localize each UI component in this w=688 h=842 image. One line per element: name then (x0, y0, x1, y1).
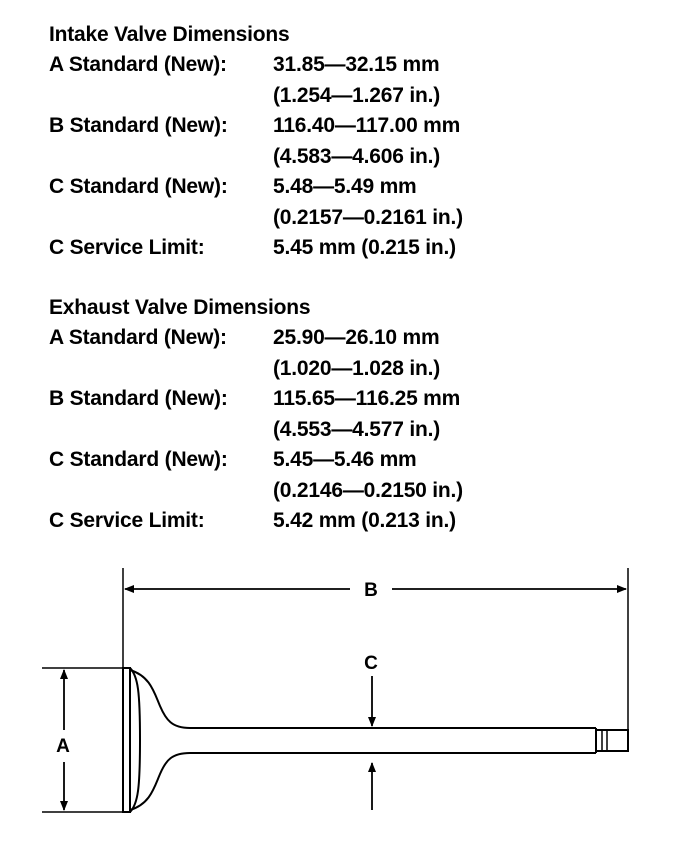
exhaust-valve-specs (49, 293, 649, 537)
spec-imperial-value: (4.553—4.577 in.) (273, 417, 441, 441)
valve-dimension-diagram (0, 560, 688, 842)
exhaust-c-standard-row (49, 445, 649, 506)
intake-c-service-limit-row (49, 233, 649, 264)
spec-label: A Standard (New): (49, 53, 227, 76)
spec-metric-value: 116.40—117.00 mm (273, 114, 461, 137)
spec-metric-value: 5.48—5.49 mm (273, 175, 417, 198)
exhaust-b-standard-row (49, 384, 649, 445)
dimension-label-c: C (364, 653, 378, 674)
dimension-label-a: A (56, 736, 70, 757)
intake-section-title: Intake Valve Dimensions (49, 23, 290, 46)
spec-metric-value: 5.42 mm (0.213 in.) (273, 509, 456, 532)
intake-a-standard-row (49, 50, 649, 111)
spec-values (273, 323, 440, 384)
dimension-label-b: B (364, 580, 378, 601)
spec-label: A Standard (New): (49, 326, 227, 349)
spec-metric-value: 5.45 mm (0.215 in.) (273, 236, 456, 259)
spec-imperial-value: (1.020—1.028 in.) (273, 356, 441, 380)
spec-values (273, 172, 463, 233)
valve-outline (123, 668, 628, 812)
intake-valve-specs (49, 20, 649, 264)
spec-imperial-value: (4.583—4.606 in.) (273, 144, 441, 168)
intake-c-standard-row (49, 172, 649, 233)
spec-values (273, 233, 456, 264)
spec-metric-value: 115.65—116.25 mm (273, 387, 461, 410)
spec-label: C Service Limit: (49, 509, 205, 532)
spec-values (273, 384, 460, 445)
exhaust-a-standard-row (49, 323, 649, 384)
spec-imperial-value: (0.2146—0.2150 in.) (273, 478, 463, 502)
exhaust-c-service-limit-row (49, 506, 649, 537)
spec-values (273, 50, 440, 111)
spec-values (273, 111, 460, 172)
spec-label: B Standard (New): (49, 387, 228, 410)
spec-values (273, 445, 463, 506)
spec-metric-value: 31.85—32.15 mm (273, 53, 440, 76)
spec-metric-value: 25.90—26.10 mm (273, 326, 440, 349)
spec-metric-value: 5.45—5.46 mm (273, 448, 417, 471)
spec-label: B Standard (New): (49, 114, 228, 137)
spec-label: C Standard (New): (49, 175, 228, 198)
spec-label: C Standard (New): (49, 448, 228, 471)
exhaust-section-title: Exhaust Valve Dimensions (49, 296, 311, 319)
spec-imperial-value: (1.254—1.267 in.) (273, 83, 441, 107)
spec-imperial-value: (0.2157—0.2161 in.) (273, 205, 463, 229)
spec-values (273, 506, 456, 537)
spec-label: C Service Limit: (49, 236, 205, 259)
intake-b-standard-row (49, 111, 649, 172)
